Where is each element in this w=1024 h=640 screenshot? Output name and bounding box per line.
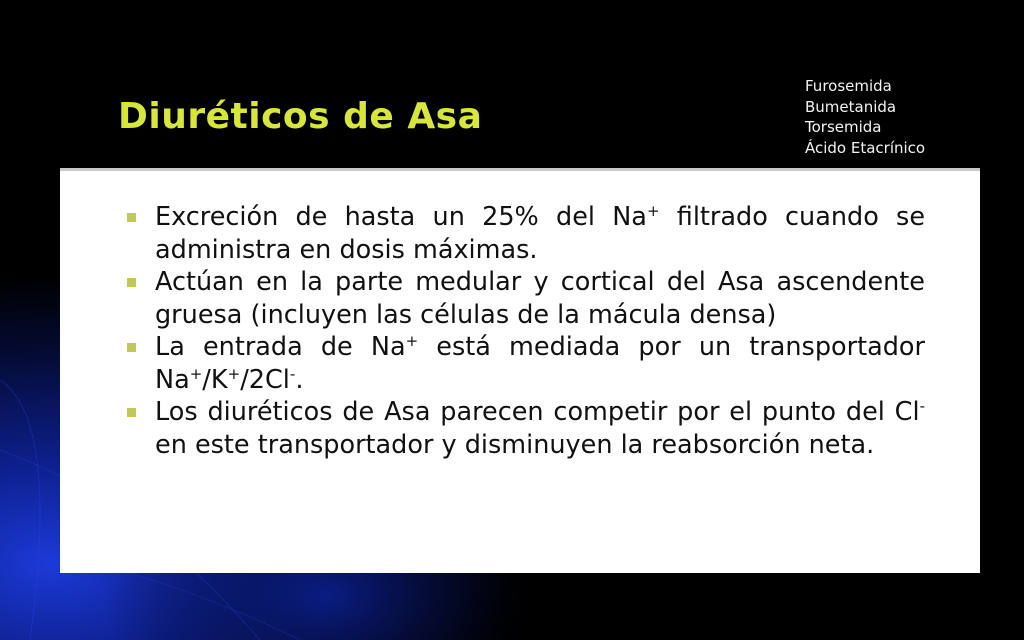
bullet-item	[155, 201, 925, 266]
bullet-text: La entrada de Na	[155, 332, 406, 362]
bullet-item	[155, 396, 925, 461]
superscript: -	[289, 364, 296, 383]
bullet-item	[155, 331, 925, 396]
bullet-text: está mediada por un transportador Na	[155, 332, 926, 395]
square-bullet-icon	[127, 408, 136, 417]
square-bullet-icon	[127, 213, 136, 222]
slide-title: Diuréticos de Asa	[118, 96, 483, 137]
drug-item: Ácido Etacrínico	[805, 138, 926, 157]
square-bullet-icon	[127, 343, 136, 352]
drug-item: Furosemida	[805, 77, 892, 95]
bullet-text: en este transportador y disminuyen la reabsorción neta.	[155, 429, 875, 460]
bullet-text: Los diuréticos de Asa parecen competir por el punto del Cl	[155, 397, 920, 427]
drug-item: Bumetanida	[805, 97, 897, 116]
bullet-text: Excreción de hasta un 25% del Na	[155, 202, 647, 232]
drug-item: Torsemida	[805, 118, 882, 136]
superscript: -	[919, 397, 925, 415]
bullet-text: /2Cl	[240, 364, 290, 395]
superscript: +	[405, 332, 419, 350]
superscript: +	[189, 364, 203, 383]
superscript: +	[227, 364, 241, 383]
square-bullet-icon	[127, 278, 136, 287]
drug-list	[805, 76, 925, 158]
bullet-text: /K	[202, 364, 228, 395]
bullet-text: filtrado cuando se administra en dosis máximas.	[155, 202, 926, 265]
content-box	[60, 171, 980, 573]
bullet-text: Actúan en la parte medular y cortical del Asa ascendente gruesa (incluyen las células de la mácula densa)	[155, 267, 925, 330]
bullet-item	[155, 266, 925, 331]
bullet-list	[155, 201, 925, 461]
bullet-text: .	[295, 364, 304, 395]
superscript: +	[646, 202, 660, 220]
